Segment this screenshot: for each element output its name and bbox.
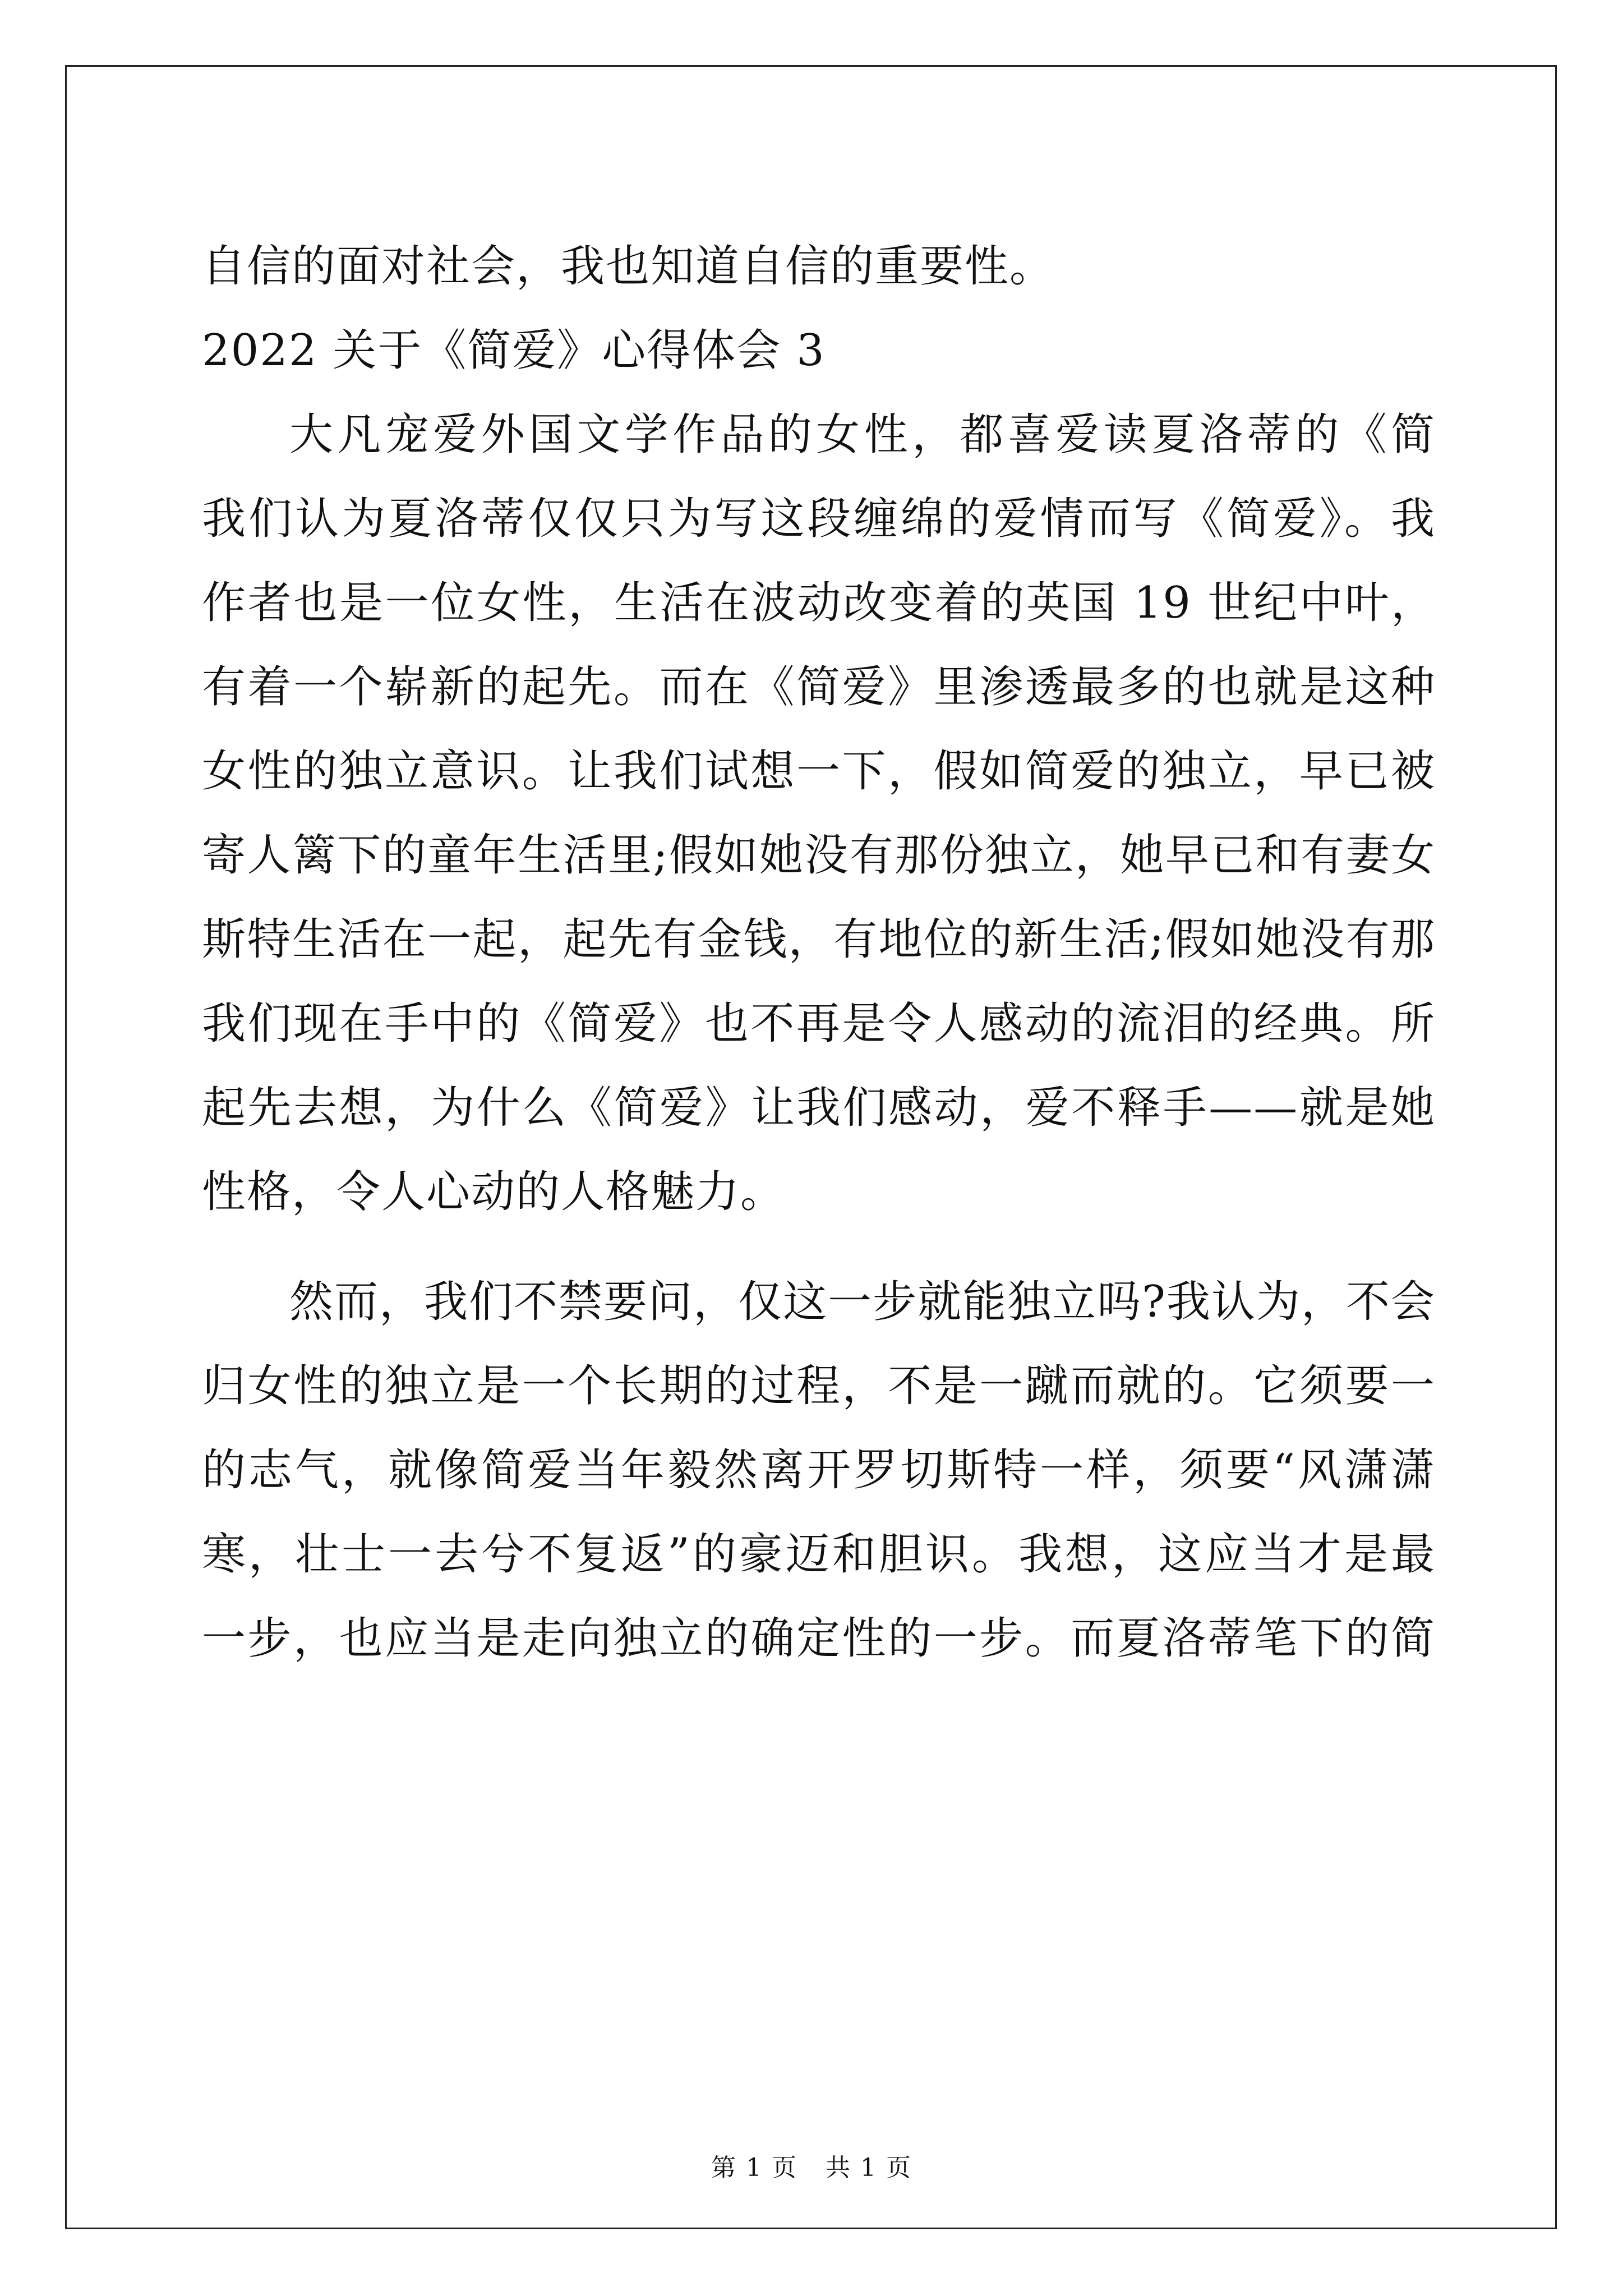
document-body xyxy=(202,224,1436,1681)
page-number: 第 1 页 xyxy=(711,2154,797,2182)
paragraph-line: 归女性的独立是一个长期的过程，不是一蹴而就的。它须要一 xyxy=(202,1361,1436,1411)
paragraph-line: 寒，壮士一去兮不复返”的豪迈和胆识。我想，这应当才是最 xyxy=(202,1529,1436,1580)
paragraph-line: 一步，也应当是走向独立的确定性的一步。而夏洛蒂笔下的简 xyxy=(202,1613,1436,1664)
section-heading: 2022 关于《简爱》心得体会 3 xyxy=(202,325,826,376)
paragraph-line: 斯特生活在一起，起先有金钱，有地位的新生活;假如她没有那 xyxy=(202,914,1436,965)
paragraph-line: 我们现在手中的《简爱》也不再是令人感动的流泪的经典。所 xyxy=(202,999,1436,1049)
paragraph-line: 然而，我们不禁要问，仅这一步就能独立吗?我认为，不会 xyxy=(289,1277,1436,1327)
page-footer xyxy=(0,2147,1623,2183)
paragraph-line: 女性的独立意识。让我们试想一下，假如简爱的独立，早已被 xyxy=(202,746,1436,797)
paragraph-line: 起先去想，为什么《简爱》让我们感动，爱不释手——就是她 xyxy=(202,1083,1436,1133)
paragraph-line: 作者也是一位女性，生活在波动改变着的英国 19 世纪中叶， xyxy=(202,578,1436,628)
paragraph-line: 我们认为夏洛蒂仅仅只为写这段缠绵的爱情而写《简爱》。我 xyxy=(202,494,1436,544)
paragraph-line: 寄人篱下的童年生活里;假如她没有那份独立，她早已和有妻女 xyxy=(202,830,1436,881)
paragraph-line: 性格，令人心动的人格魅力。 xyxy=(202,1167,786,1217)
paragraph-line: 的志气，就像简爱当年毅然离开罗切斯特一样，须要“风潇潇 xyxy=(202,1445,1436,1496)
paragraph-line: 自信的面对社会，我也知道自信的重要性。 xyxy=(202,241,1055,292)
page-total: 共 1 页 xyxy=(826,2154,912,2182)
paragraph-line: 大凡宠爱外国文学作品的女性，都喜爱读夏洛蒂的《简 xyxy=(289,409,1436,460)
paragraph-line: 有着一个崭新的起先。而在《简爱》里渗透最多的也就是这种 xyxy=(202,662,1436,712)
